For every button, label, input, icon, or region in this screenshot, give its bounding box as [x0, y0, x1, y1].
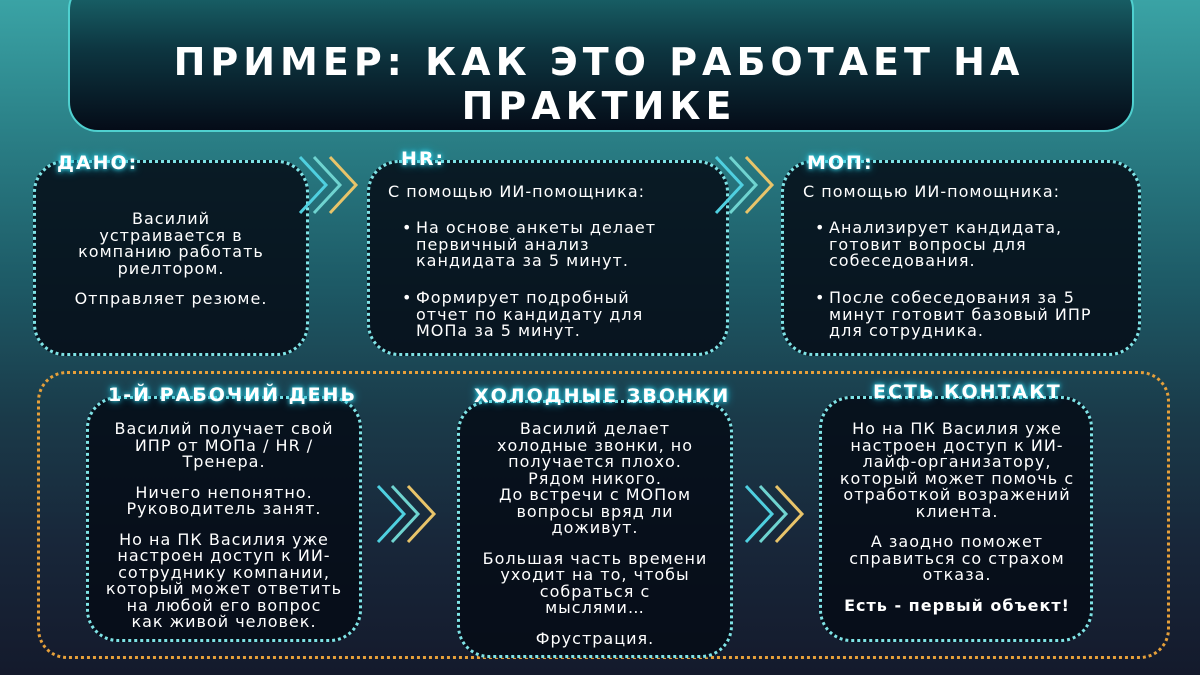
mop-bullet-2: • После собеседования за 5 минут готовит базовый ИПР для сотрудника.	[815, 288, 1092, 340]
dano-text: Василий устраивается в компанию работать риелтором. Отправляет резюме.	[74, 209, 268, 308]
day1-text: Василий получает свой ИПР от МОПа / HR / Тренера. Ничего непонятно. Руководитель занят. Но на ПК Василия уже настроен доступ к ИИ- сотруднику компании, который может ответить на любой его вопрос как живой человек.	[105, 419, 343, 631]
calls-label: ХОЛОДНЫЕ ЗВОНКИ	[474, 385, 731, 407]
double-chevron-right-icon	[742, 482, 808, 546]
mop-intro: С помощью ИИ-помощника:	[803, 182, 1061, 201]
day1-label: 1-Й РАБОЧИЙ ДЕНЬ	[108, 384, 357, 406]
dano-label: ДАНО:	[57, 152, 139, 174]
mop-bullet-1: • Анализирует кандидата, готовит вопросы для собеседования.	[815, 218, 1063, 270]
double-chevron-right-icon	[712, 153, 778, 217]
page-title: ПРИМЕР: КАК ЭТО РАБОТАЕТ НА ПРАКТИКЕ	[173, 40, 1025, 128]
hr-intro: С помощью ИИ-помощника:	[388, 182, 646, 201]
double-chevron-right-icon	[374, 482, 440, 546]
hr-label: HR:	[401, 148, 446, 170]
hr-bullet-2: • Формирует подробный отчет по кандидату для МОПа за 5 минут.	[402, 288, 644, 340]
mop-label: МОП:	[807, 152, 874, 174]
contact-text: Но на ПК Василия уже настроен доступ к ИИ- лайф-организатору, который может помочь с отработкой возражений клиента. А заодно поможет справиться со страхом отказа. Есть - первый объект!	[839, 419, 1075, 615]
double-chevron-right-icon	[296, 153, 362, 217]
contact-label: ЕСТЬ КОНТАКТ	[873, 381, 1062, 403]
calls-text: Василий делает холодные звонки, но получается плохо. Рядом никого. До встречи с МОПом вопросы вряд ли доживут. Большая часть времени уходит на то, чтобы собраться с мыслями… Фрустрация.	[482, 419, 708, 648]
hr-bullet-1: • На основе анкеты делает первичный анализ кандидата за 5 минут.	[402, 218, 657, 270]
